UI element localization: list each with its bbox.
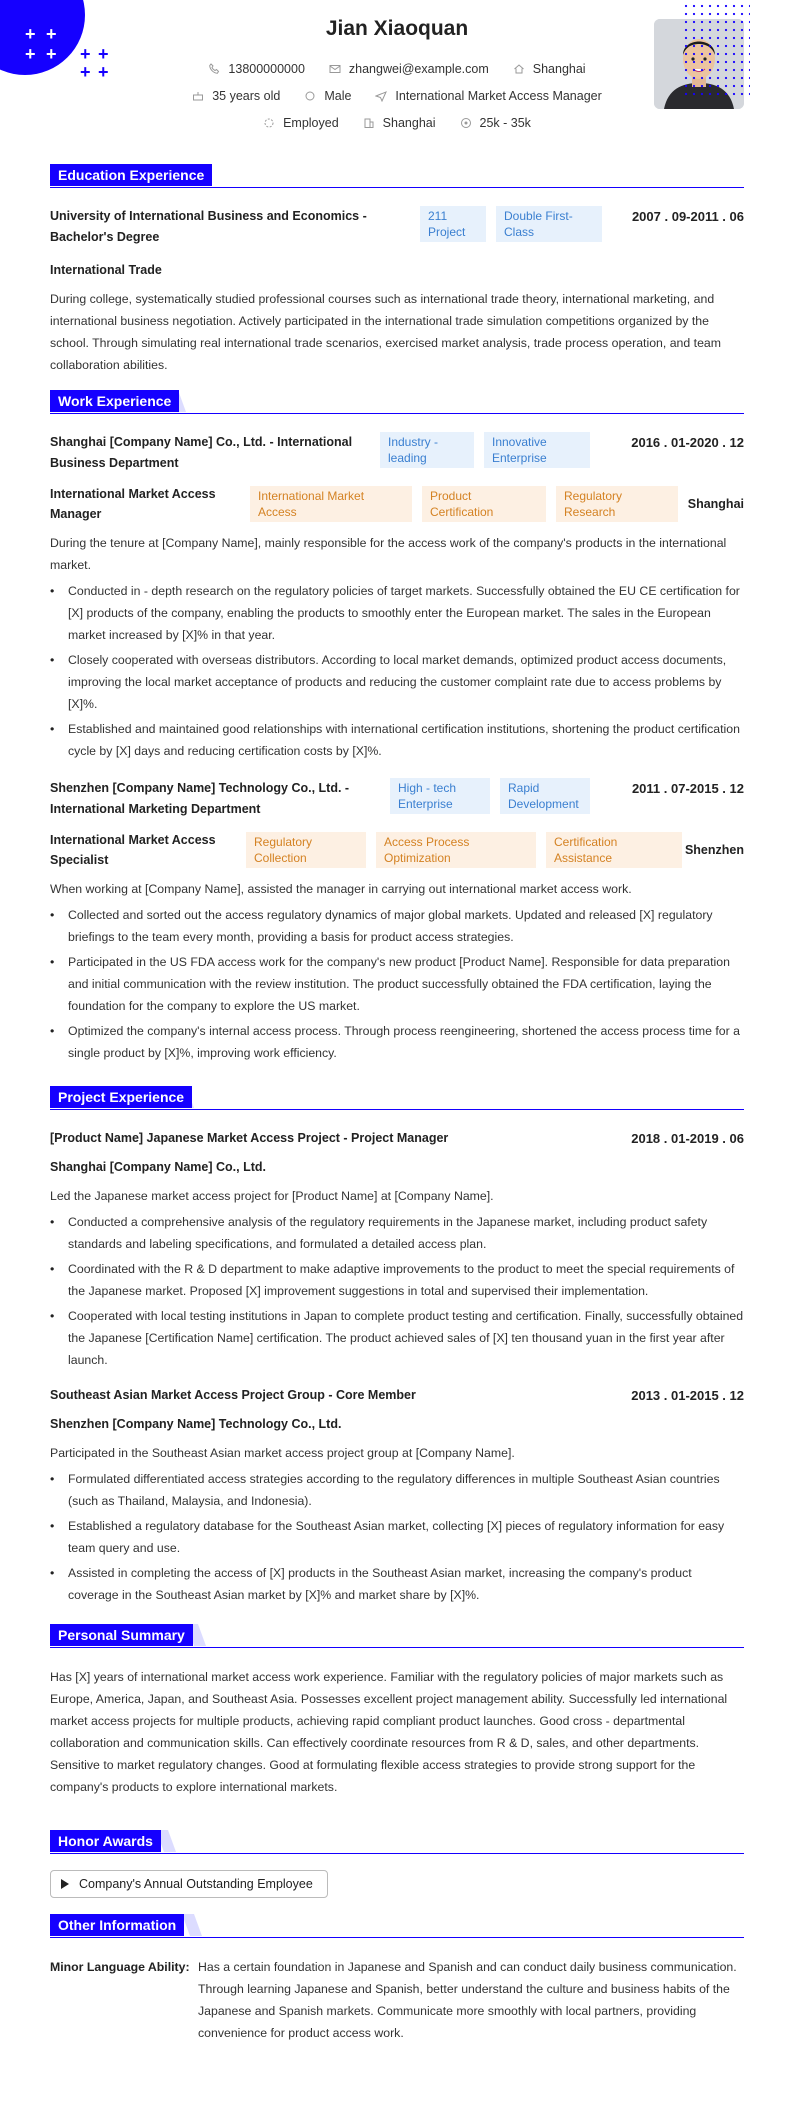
skill-tag: Regulatory Research [556, 486, 678, 522]
achievement-list [50, 1468, 744, 1606]
company-tags [390, 778, 590, 814]
achievement-list [50, 1211, 744, 1371]
section-title: Work Experience [50, 390, 179, 412]
section-title: Project Experience [50, 1086, 192, 1108]
list-item: • Assisted in completing the access of [X] products in the Southeast Asian market, increasing the company's product coverage in the Southeast Asian market by [X]% and market share by [X]%. [50, 1562, 744, 1606]
summary-section [50, 1624, 744, 1798]
resume-header [50, 0, 744, 150]
entry-summary: During the tenure at [Company Name], mainly responsible for the access work of the company's products in the international market. [50, 536, 727, 572]
entry-summary: Led the Japanese market access project for [Product Name] at [Company Name]. [50, 1189, 494, 1203]
plus-decoration-icon: + [80, 62, 91, 82]
other-info-row [50, 1956, 744, 2044]
status-icon [263, 117, 275, 129]
work-section [50, 390, 744, 1064]
plus-decoration-icon: + [98, 44, 109, 64]
award-item [50, 1870, 328, 1898]
school-name: University of International Business and Economics - Bachelor's Degree [50, 209, 367, 244]
email-icon [329, 63, 341, 75]
plus-decoration-icon: + [46, 44, 57, 64]
major: International Trade [50, 263, 162, 277]
section-header [50, 1830, 744, 1854]
phone-icon [208, 63, 220, 75]
school-tags [420, 206, 602, 242]
section-tab-decoration [182, 1914, 202, 1936]
list-item: • Formulated differentiated access strategies according to the regulatory differences in multiple Southeast Asian countries (such as Thailand, Malaysia, and Indonesia). [50, 1468, 744, 1512]
project-entry [50, 1128, 744, 1371]
email-address[interactable]: zhangwei@example.com [348, 62, 489, 76]
entry-description: During college, systematically studied professional courses such as international trade theory, international marketing, and international business negotiation. Actively participated in the international trade simulation competitions organized by the school. Through simulating real international trade scenarios, exercised market analysis, trade process operation, and team collaboration abilities. [50, 292, 721, 372]
section-title: Education Experience [50, 164, 212, 186]
company-name: Shanghai [Company Name] Co., Ltd. - International Business Department [50, 435, 353, 470]
skill-tag: Certification Assistance [546, 832, 682, 868]
company-tags [380, 432, 590, 468]
other-info-section [50, 1914, 744, 2044]
job-city: Shenzhen [684, 843, 744, 857]
entry-summary: When working at [Company Name], assisted the manager in carrying out international market access work. [50, 882, 632, 896]
project-org: Shanghai [Company Name] Co., Ltd. [50, 1160, 266, 1174]
section-title: Personal Summary [50, 1624, 193, 1646]
gender-icon [304, 90, 316, 102]
expected-salary: 25k - 35k [479, 116, 531, 130]
plus-decoration-icon: + [98, 62, 109, 82]
project-name: Southeast Asian Market Access Project Group - Core Member [50, 1388, 416, 1402]
education-entry [50, 206, 744, 376]
list-item: • Closely cooperated with overseas distributors. According to local market demands, optimized product access documents, improving the local market acceptance of products and reducing the customer complaint rate due to access problems by [X]%. [50, 649, 744, 715]
entry-date: 2016 . 01-2020 . 12 [631, 435, 744, 450]
tag: High - tech Enterprise [390, 778, 490, 814]
skill-tag: Product Certification [422, 486, 546, 522]
info-label: Minor Language Ability: [50, 1960, 190, 1974]
plus-decoration-icon: + [80, 44, 91, 64]
candidate-name: Jian Xiaoquan [325, 17, 469, 40]
job-title: International Market Access Manager [50, 487, 216, 521]
list-item: • Coordinated with the R & D department to make adaptive improvements to the product to meet the special requirements of the Japanese market. Proposed [X] improvement suggestions in total and supervised their implementation. [50, 1258, 744, 1302]
phone-number[interactable]: 13800000000 [228, 62, 305, 76]
entry-date: 2011 . 07-2015 . 12 [631, 781, 744, 796]
profile-row [50, 89, 744, 103]
summary-text: Has [X] years of international market access work experience. Familiar with the regulatory policies of major markets such as Europe, America, Japan, and Southeast Asia. Possesses excellent project management ability. Successfully led international market access projects for multiple products, achieving rapid compliant product launches. Good cross - departmental collaboration and communication skills. Can effectively coordinate resources from R & D, sales, and other departments. Sensitive to market regulatory changes. Good at formulating flexible access strategies to provide strong support for the company's products to explore international markets. [50, 1670, 728, 1794]
job-title: International Market Access Specialist [50, 833, 216, 867]
list-item: • Collected and sorted out the access regulatory dynamics of major global markets. Updated and released [X] regulatory briefings to the team every month, providing a basis for product access strategies. [50, 904, 744, 948]
work-entry [50, 432, 744, 762]
achievement-list [50, 580, 744, 762]
contact-row [50, 62, 744, 76]
tag: Rapid Development [500, 778, 590, 814]
plus-decoration-icon: + [25, 24, 36, 44]
entry-date: 2018 . 01-2019 . 06 [631, 1131, 744, 1146]
plus-decoration-icon: + [46, 24, 57, 44]
target-city: Shanghai [382, 116, 436, 130]
gender: Male [324, 89, 352, 103]
send-icon [375, 90, 387, 102]
info-value: Has a certain foundation in Japanese and Spanish and can conduct daily business communication. Through learning Japanese and Spanish, better understand the culture and business habits of the Japanese and Spanish markets. Communicate more smoothly with local partners, providing convenience for product access work. [198, 1960, 737, 2040]
section-title: Other Information [50, 1914, 184, 1936]
play-triangle-icon [61, 1879, 69, 1889]
home-icon [513, 63, 525, 75]
project-name: [Product Name] Japanese Market Access Project - Project Manager [50, 1131, 449, 1145]
skill-tag: Regulatory Collection [246, 832, 366, 868]
current-location: Shanghai [532, 62, 586, 76]
list-item: • Conducted a comprehensive analysis of the regulatory requirements in the Japanese market, including product safety standards and labeling specifications, and formulated a detailed access plan. [50, 1211, 744, 1255]
skill-tag: International Market Access [250, 486, 412, 522]
tag: Innovative Enterprise [484, 432, 590, 468]
tag: Industry - leading [380, 432, 474, 468]
education-section [50, 164, 744, 376]
skill-tags [250, 486, 678, 522]
list-item: • Established a regulatory database for the Southeast Asian market, collecting [X] pieces of regulatory information for easy team query and use. [50, 1515, 744, 1559]
entry-summary: Participated in the Southeast Asian market access project group at [Company Name]. [50, 1446, 515, 1460]
job-intent-row [50, 116, 744, 130]
list-item: • Established and maintained good relationships with international certification institutions, shortening the product certification cycle by [X] days and reducing certification costs by [X]%. [50, 718, 744, 762]
list-item: • Cooperated with local testing institutions in Japan to complete product testing and certification. Finally, successfully obtained the Japanese [Certification Name] certification. The product achieved sales of [X] ten thousand yuan in the first year after launch. [50, 1305, 744, 1371]
section-header [50, 390, 744, 414]
list-item: • Participated in the US FDA access work for the company's new product [Product Name]. Responsible for data preparation and initial communication with the review institution. The product successfully obtained the FDA certification, laying the foundation for the company to explore the US market. [50, 951, 744, 1017]
company-name: Shenzhen [Company Name] Technology Co., Ltd. - International Marketing Department [50, 781, 350, 816]
employment-status: Employed [283, 116, 339, 130]
tag: 211 Project [420, 206, 486, 242]
section-header [50, 1624, 744, 1648]
dot-pattern-decoration [682, 2, 750, 97]
award-name: Company's Annual Outstanding Employee [79, 1877, 313, 1891]
skill-tags [246, 832, 682, 868]
plus-decoration-icon: + [25, 44, 36, 64]
age-icon [192, 90, 204, 102]
building-icon [363, 117, 375, 129]
skill-tag: Access Process Optimization [376, 832, 536, 868]
entry-date: 2013 . 01-2015 . 12 [631, 1388, 744, 1403]
project-org: Shenzhen [Company Name] Technology Co., Ltd. [50, 1417, 342, 1431]
age: 35 years old [212, 89, 281, 103]
tag: Double First-Class [496, 206, 602, 242]
awards-section [50, 1830, 744, 1898]
section-header [50, 164, 744, 188]
section-title: Honor Awards [50, 1830, 161, 1852]
salary-icon [460, 117, 472, 129]
entry-date: 2007 . 09-2011 . 06 [631, 209, 744, 224]
target-position: International Market Access Manager [395, 89, 602, 103]
list-item: • Conducted in - depth research on the regulatory policies of target markets. Successfully obtained the EU CE certification for [X] products of the company, enabling the products to smoothly enter the European market. The sales in the European market increased by [X]% in that year. [50, 580, 744, 646]
project-section [50, 1086, 744, 1606]
achievement-list [50, 904, 744, 1064]
section-header [50, 1914, 744, 1938]
section-header [50, 1086, 744, 1110]
project-entry [50, 1385, 744, 1606]
job-city: Shanghai [687, 497, 744, 511]
list-item: • Optimized the company's internal access process. Through process reengineering, shortened the access process time for a single product by [X]%, improving work efficiency. [50, 1020, 744, 1064]
work-entry [50, 778, 744, 1064]
